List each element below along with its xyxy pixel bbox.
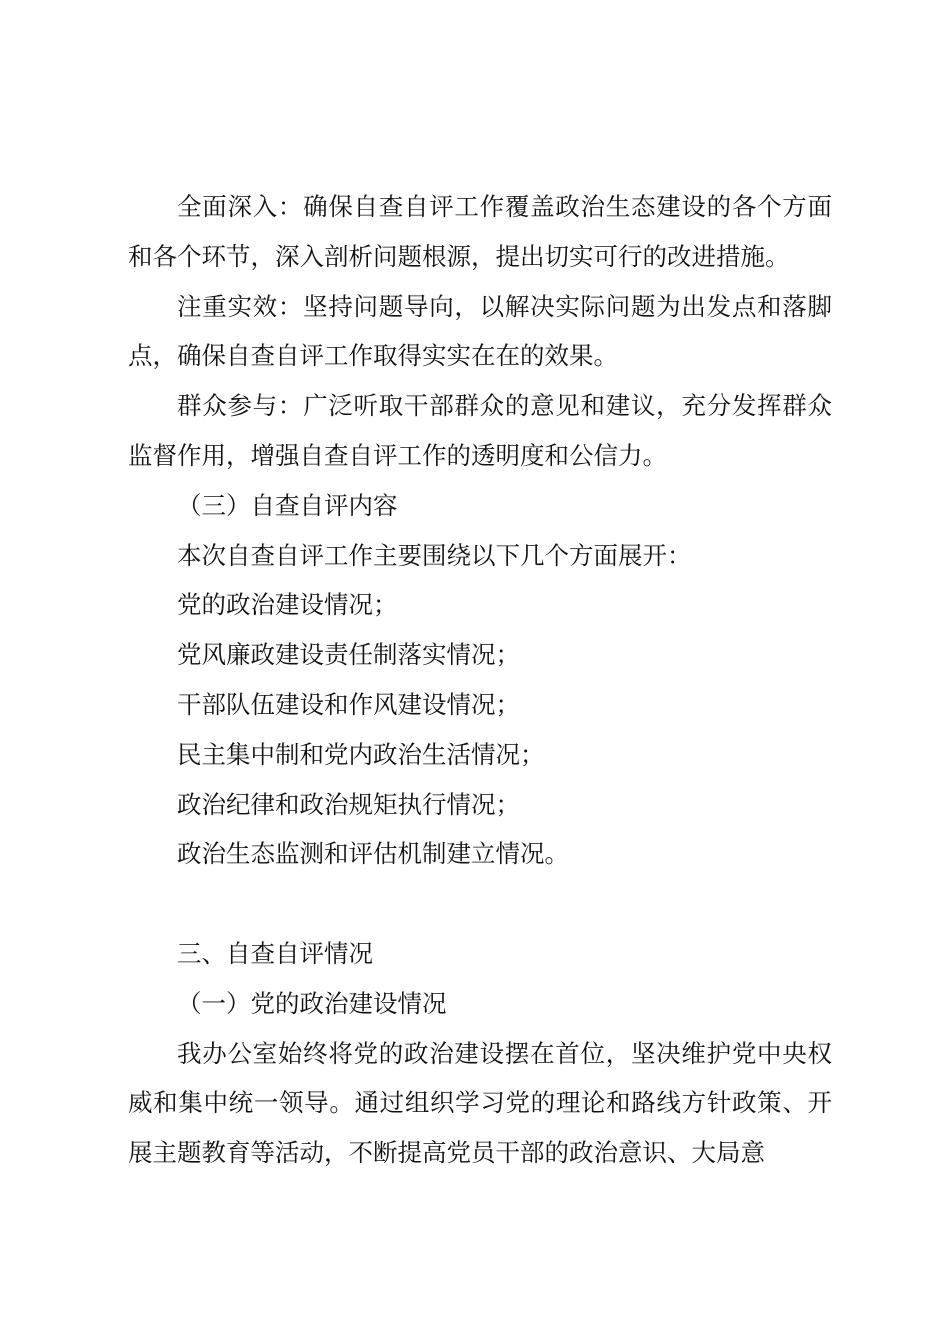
paragraph-public-participation: 群众参与：广泛听取干部群众的意见和建议，充分发挥群众监督作用，增强自查自评工作的透明度和公信力。 [128,391,832,470]
list-item: 干部队伍建设和作风建设情况； [177,689,520,719]
section-heading-content: （三）自查自评内容 [177,490,398,520]
section-heading-self-assessment: 三、自查自评情况 [177,938,373,968]
subsection-heading-political-construction: （一）党的政治建设情况 [177,988,447,1018]
paragraph-political-construction: 我办公室始终将党的政治建设摆在首位，坚决维护党中央权威和集中统一领导。通过组织学习党的理论和路线方针政策、开展主题教育等活动，不断提高党员干部的政治意识、大局意 [128,1038,832,1168]
paragraph-comprehensive: 全面深入：确保自查自评工作覆盖政治生态建设的各个方面和各个环节，深入剖析问题根源，提出切实可行的改进措施。 [128,192,832,271]
paragraph-spacer [128,879,832,929]
paragraph-effectiveness: 注重实效：坚持问题导向，以解决实际问题为出发点和落脚点，确保自查自评工作取得实实在在的效果。 [128,291,832,371]
document-body [128,182,832,1178]
paragraph-intro: 本次自查自评工作主要围绕以下几个方面展开： [177,540,692,570]
list-item: 政治生态监测和评估机制建立情况。 [177,839,569,869]
list-item: 党风廉政建设责任制落实情况； [177,640,520,670]
list-item: 政治纪律和政治规矩执行情况； [177,789,520,819]
list-item: 党的政治建设情况； [177,590,398,620]
list-item: 民主集中制和党内政治生活情况； [177,739,545,769]
